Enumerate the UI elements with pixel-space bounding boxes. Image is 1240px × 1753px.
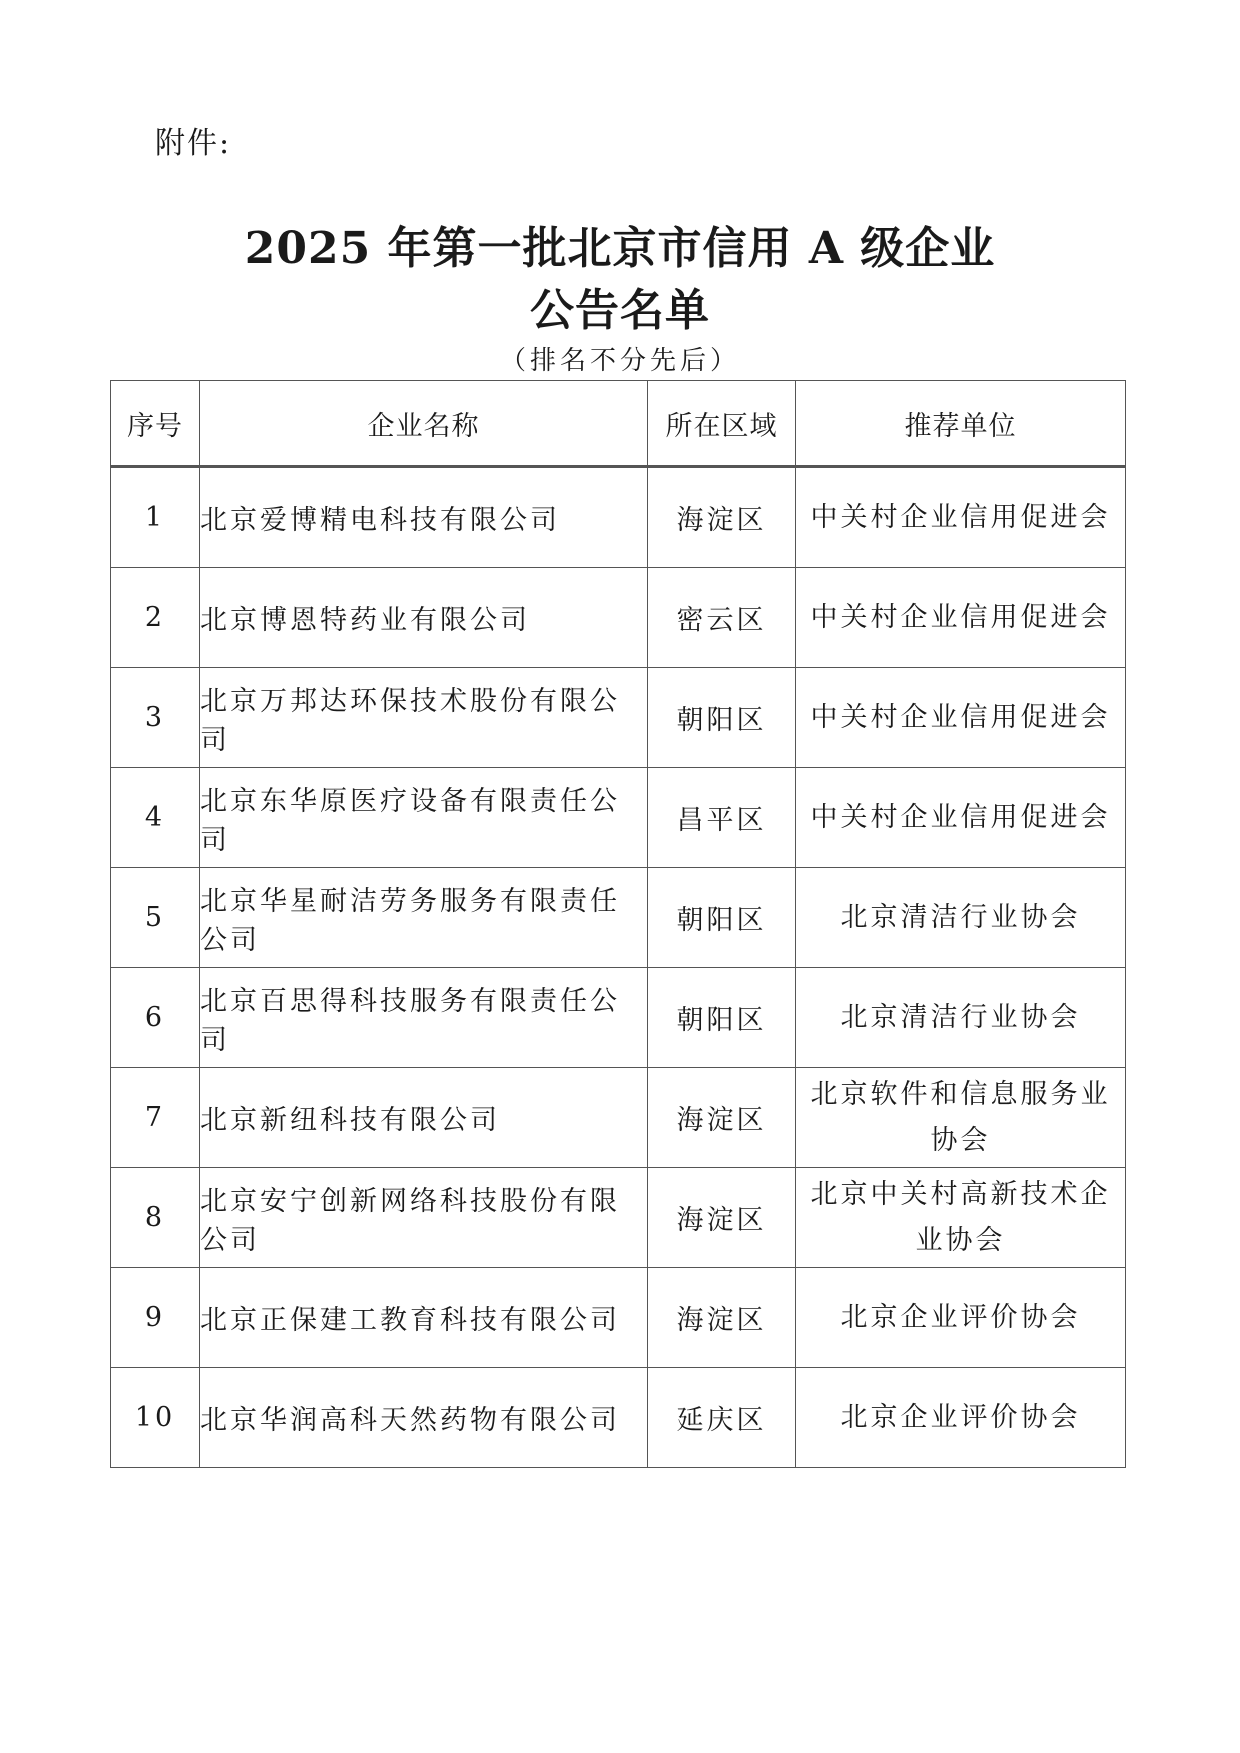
row-company: 北京东华原医疗设备有限责任公司 <box>200 768 648 868</box>
row-company: 北京爱博精电科技有限公司 <box>200 467 648 568</box>
table-row <box>111 568 1126 668</box>
row-index: 3 <box>111 668 200 768</box>
table-row <box>111 668 1126 768</box>
row-region: 海淀区 <box>648 1268 796 1368</box>
row-region: 海淀区 <box>648 1168 796 1268</box>
row-org: 中关村企业信用促进会 <box>796 668 1126 768</box>
row-org: 中关村企业信用促进会 <box>796 768 1126 868</box>
header-company: 企业名称 <box>200 381 648 467</box>
row-index: 9 <box>111 1268 200 1368</box>
row-index: 7 <box>111 1068 200 1168</box>
document-title-line1: 2025 年第一批北京市信用 A 级企业 <box>244 223 996 274</box>
row-company: 北京新纽科技有限公司 <box>200 1068 648 1168</box>
row-company: 北京正保建工教育科技有限公司 <box>200 1268 648 1368</box>
row-region: 海淀区 <box>648 467 796 568</box>
table-row <box>111 1368 1126 1468</box>
table-row <box>111 1268 1126 1368</box>
row-index: 5 <box>111 868 200 968</box>
row-region: 朝阳区 <box>648 868 796 968</box>
table-row <box>111 467 1126 568</box>
row-company: 北京华星耐洁劳务服务有限责任公司 <box>200 868 648 968</box>
row-org: 北京清洁行业协会 <box>796 868 1126 968</box>
table-row <box>111 768 1126 868</box>
row-region: 密云区 <box>648 568 796 668</box>
row-index: 8 <box>111 1168 200 1268</box>
table-row <box>111 968 1126 1068</box>
row-company: 北京华润高科天然药物有限公司 <box>200 1368 648 1468</box>
table-row <box>111 868 1126 968</box>
document-title-line2: 公告名单 <box>530 285 710 336</box>
row-index: 10 <box>111 1368 200 1468</box>
row-region: 朝阳区 <box>648 968 796 1068</box>
row-region: 昌平区 <box>648 768 796 868</box>
row-org: 北京软件和信息服务业协会 <box>796 1068 1126 1168</box>
company-list-table <box>110 380 1126 1468</box>
row-company: 北京万邦达环保技术股份有限公司 <box>200 668 648 768</box>
table-header-row <box>111 381 1126 467</box>
table-row <box>111 1168 1126 1268</box>
row-org: 中关村企业信用促进会 <box>796 467 1126 568</box>
row-index: 4 <box>111 768 200 868</box>
attachment-label: 附件: <box>155 126 232 161</box>
row-region: 延庆区 <box>648 1368 796 1468</box>
table-row <box>111 1068 1126 1168</box>
row-org: 北京中关村高新技术企业协会 <box>796 1168 1126 1268</box>
row-org: 中关村企业信用促进会 <box>796 568 1126 668</box>
row-index: 1 <box>111 467 200 568</box>
row-org: 北京清洁行业协会 <box>796 968 1126 1068</box>
header-index: 序号 <box>111 381 200 467</box>
row-company: 北京安宁创新网络科技股份有限公司 <box>200 1168 648 1268</box>
row-company: 北京博恩特药业有限公司 <box>200 568 648 668</box>
header-org: 推荐单位 <box>796 381 1126 467</box>
row-org: 北京企业评价协会 <box>796 1368 1126 1468</box>
row-region: 海淀区 <box>648 1068 796 1168</box>
row-region: 朝阳区 <box>648 668 796 768</box>
row-company: 北京百思得科技服务有限责任公司 <box>200 968 648 1068</box>
header-region: 所在区域 <box>648 381 796 467</box>
row-index: 6 <box>111 968 200 1068</box>
document-subtitle: （排名不分先后） <box>499 346 740 376</box>
row-index: 2 <box>111 568 200 668</box>
row-org: 北京企业评价协会 <box>796 1268 1126 1368</box>
